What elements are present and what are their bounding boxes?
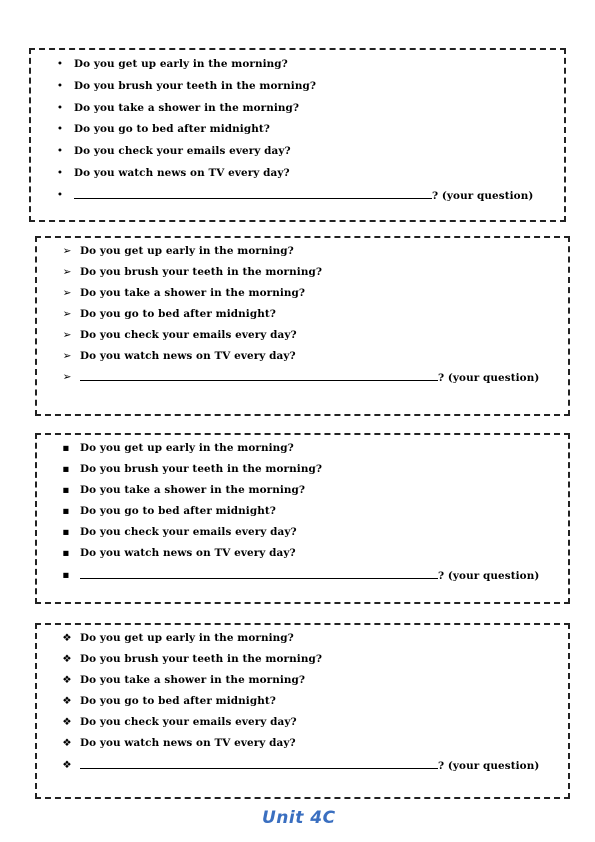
square-bullet-icon: ▪ xyxy=(62,526,70,538)
diamond-bullet-icon: ❖ xyxy=(62,759,72,771)
bullet-dot-icon: • xyxy=(56,102,64,114)
square-bullet-icon: ▪ xyxy=(62,505,70,517)
question-card-2: ➢ Do you get up early in the morning? ➢ Do you brush your teeth in the morning? ➢ Do you take a shower in the morning? ➢ Do you go to bed after midnight? ➢ Do you check your emails every day? ➢ Do you watch news on TV every day? ➢ ? (your question) xyxy=(35,236,570,416)
arrow-bullet-icon: ➢ xyxy=(62,245,72,257)
square-bullet-icon: ▪ xyxy=(62,463,70,475)
square-bullet-icon: ▪ xyxy=(62,484,70,496)
square-bullet-icon: ▪ xyxy=(62,547,70,559)
arrow-bullet-icon: ➢ xyxy=(62,266,72,278)
diamond-bullet-icon: ❖ xyxy=(62,737,72,749)
arrow-bullet-icon: ➢ xyxy=(62,371,72,383)
bullet-dot-icon: • xyxy=(56,123,64,135)
bullet-dot-icon: • xyxy=(56,145,64,157)
question-card-3: ▪ Do you get up early in the morning? ▪ Do you brush your teeth in the morning? ▪ Do you take a shower in the morning? ▪ Do you go to bed after midnight? ▪ Do you check your emails every day? ▪ Do you watch news on TV every day? ▪ ? (your question) xyxy=(35,433,570,604)
diamond-bullet-icon: ❖ xyxy=(62,695,72,707)
square-bullet-icon: ▪ xyxy=(62,569,70,581)
question-card-1: • Do you get up early in the morning? • Do you brush your teeth in the morning? • Do you take a shower in the morning? • Do you go to bed after midnight? • Do you check your emails every day? • Do you watch news on TV every day? • ? (your question) xyxy=(29,48,566,222)
answer-blank-line[interactable] xyxy=(74,188,432,199)
arrow-bullet-icon: ➢ xyxy=(62,308,72,320)
arrow-bullet-icon: ➢ xyxy=(62,350,72,362)
diamond-bullet-icon: ❖ xyxy=(62,632,72,644)
question-card-4: ❖ Do you get up early in the morning? ❖ Do you brush your teeth in the morning? ❖ Do you take a shower in the morning? ❖ Do you go to bed after midnight? ❖ Do you check your emails every day? ❖ Do you watch news on TV every day? ❖ ? (your question) xyxy=(35,623,570,799)
bullet-dot-icon: • xyxy=(56,80,64,92)
answer-blank-line[interactable] xyxy=(80,568,438,579)
unit-label: Unit 4C xyxy=(262,808,336,828)
answer-blank-line[interactable] xyxy=(80,758,438,769)
bullet-dot-icon: • xyxy=(56,58,64,70)
diamond-bullet-icon: ❖ xyxy=(62,653,72,665)
answer-blank-line[interactable] xyxy=(80,370,438,381)
bullet-dot-icon: • xyxy=(56,189,64,201)
diamond-bullet-icon: ❖ xyxy=(62,674,72,686)
diamond-bullet-icon: ❖ xyxy=(62,716,72,728)
bullet-dot-icon: • xyxy=(56,167,64,179)
square-bullet-icon: ▪ xyxy=(62,442,70,454)
arrow-bullet-icon: ➢ xyxy=(62,329,72,341)
arrow-bullet-icon: ➢ xyxy=(62,287,72,299)
